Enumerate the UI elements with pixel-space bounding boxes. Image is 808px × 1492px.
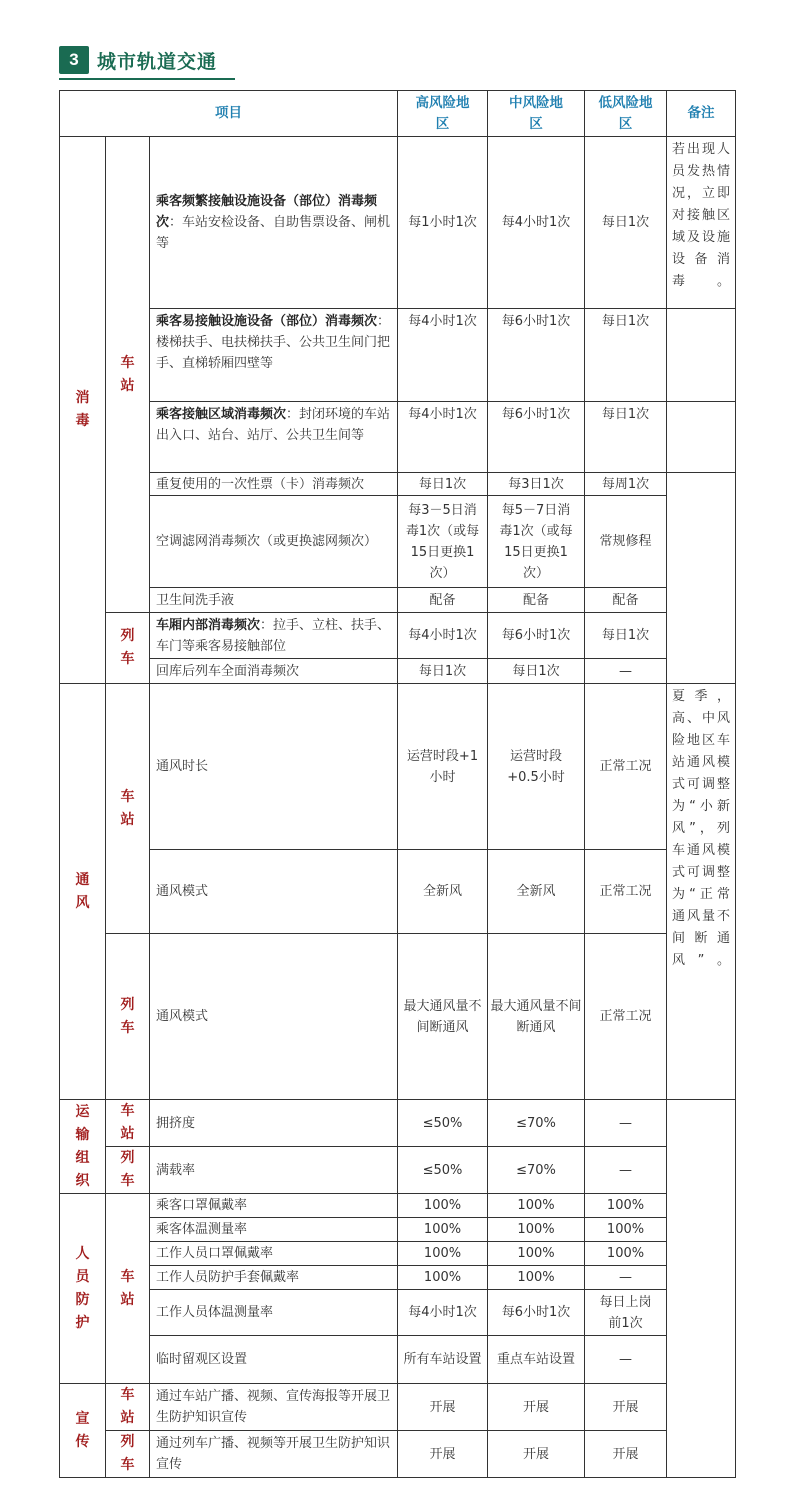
table-row xyxy=(60,402,736,473)
note-disinfect: 若出现人员发热情况，立即对接触区域及设施设备消毒。 xyxy=(667,137,736,309)
mid-cell: 每5－7日消毒1次（或每15日更换1次） xyxy=(488,496,585,588)
low-cell: 正常工况 xyxy=(585,934,667,1100)
table-row xyxy=(60,137,736,309)
item-cell: 卫生间洗手液 xyxy=(150,588,398,613)
high-cell: 每3－5日消毒1次（或每15日更换1次） xyxy=(398,496,488,588)
sub-station: 车站 xyxy=(106,137,150,613)
note-ventilate: 夏季，高、中风险地区车站通风模式可调整为“小新风”，列车通风模式可调整为“正常通风量不间断通风”。 xyxy=(667,684,736,1100)
table-row xyxy=(60,1147,736,1194)
low-cell: 100% xyxy=(585,1194,667,1218)
item-cell: 重复使用的一次性票（卡）消毒频次 xyxy=(150,473,398,496)
sub-station: 车站 xyxy=(106,1384,150,1431)
low-cell: — xyxy=(585,1100,667,1147)
mid-cell: 每6小时1次 xyxy=(488,402,585,473)
mid-cell: 开展 xyxy=(488,1384,585,1431)
mid-cell: 每日1次 xyxy=(488,659,585,684)
item-cell: 乘客口罩佩戴率 xyxy=(150,1194,398,1218)
high-cell: 开展 xyxy=(398,1384,488,1431)
table-row xyxy=(60,1290,736,1336)
mid-cell: 每6小时1次 xyxy=(488,613,585,659)
high-cell: 每1小时1次 xyxy=(398,137,488,309)
low-cell: — xyxy=(585,1147,667,1194)
note-empty xyxy=(667,473,736,684)
header-high-risk: 高风险地区 xyxy=(398,91,488,137)
mid-cell: 配备 xyxy=(488,588,585,613)
mid-cell: ≤70% xyxy=(488,1147,585,1194)
header-mid-risk: 中风险地区 xyxy=(488,91,585,137)
item-cell: 乘客易接触设施设备（部位）消毒频次：楼梯扶手、电扶梯扶手、公共卫生间门把手、直梯轿厢四壁等 xyxy=(150,309,398,402)
item-cell: 空调滤网消毒频次（或更换滤网频次） xyxy=(150,496,398,588)
table-row xyxy=(60,659,736,684)
low-cell: 配备 xyxy=(585,588,667,613)
item-cell: 通过车站广播、视频、宣传海报等开展卫生防护知识宣传 xyxy=(150,1384,398,1431)
header-low-risk: 低风险地区 xyxy=(585,91,667,137)
header-note: 备注 xyxy=(667,91,736,137)
item-cell: 车厢内部消毒频次：拉手、立柱、扶手、车门等乘客易接触部位 xyxy=(150,613,398,659)
high-cell: 100% xyxy=(398,1266,488,1290)
table-header-row xyxy=(60,91,736,137)
table-row xyxy=(60,1266,736,1290)
mid-cell: 每4小时1次 xyxy=(488,137,585,309)
item-cell: 工作人员口罩佩戴率 xyxy=(150,1242,398,1266)
high-cell: 每日1次 xyxy=(398,473,488,496)
item-cell: 乘客频繁接触设施设备（部位）消毒频次：车站安检设备、自助售票设备、闸机等 xyxy=(150,137,398,309)
high-cell: 每4小时1次 xyxy=(398,402,488,473)
note-empty xyxy=(667,402,736,473)
low-cell: — xyxy=(585,659,667,684)
section-header xyxy=(59,44,235,80)
high-cell: 运营时段+1小时 xyxy=(398,684,488,850)
item-cell: 通风时长 xyxy=(150,684,398,850)
table-row xyxy=(60,309,736,402)
table-row xyxy=(60,1194,736,1218)
sub-train: 列车 xyxy=(106,613,150,684)
item-cell: 满载率 xyxy=(150,1147,398,1194)
table-row xyxy=(60,496,736,588)
high-cell: 开展 xyxy=(398,1431,488,1478)
low-cell: 每日1次 xyxy=(585,137,667,309)
table-row xyxy=(60,1336,736,1384)
item-cell: 通过列车广播、视频等开展卫生防护知识宣传 xyxy=(150,1431,398,1478)
table-row xyxy=(60,934,736,1100)
category-protect: 人员防护 xyxy=(60,1194,106,1384)
item-cell: 乘客体温测量率 xyxy=(150,1218,398,1242)
high-cell: 最大通风量不间断通风 xyxy=(398,934,488,1100)
mid-cell: 全新风 xyxy=(488,850,585,934)
low-cell: 每日1次 xyxy=(585,309,667,402)
high-cell: ≤50% xyxy=(398,1100,488,1147)
table-row xyxy=(60,1218,736,1242)
high-cell: 100% xyxy=(398,1218,488,1242)
mid-cell: 每6小时1次 xyxy=(488,1290,585,1336)
item-cell: 工作人员体温测量率 xyxy=(150,1290,398,1336)
note-empty xyxy=(667,1100,736,1478)
sub-station: 车站 xyxy=(106,1194,150,1384)
item-cell: 乘客接触区域消毒频次：封闭环境的车站出入口、站台、站厅、公共卫生间等 xyxy=(150,402,398,473)
section-number-badge: 3 xyxy=(59,46,89,74)
sub-train: 列车 xyxy=(106,934,150,1100)
item-cell: 通风模式 xyxy=(150,934,398,1100)
mid-cell: 每3日1次 xyxy=(488,473,585,496)
low-cell: — xyxy=(585,1266,667,1290)
mid-cell: 100% xyxy=(488,1266,585,1290)
low-cell: 正常工况 xyxy=(585,684,667,850)
table-row xyxy=(60,473,736,496)
mid-cell: 重点车站设置 xyxy=(488,1336,585,1384)
mid-cell: 100% xyxy=(488,1194,585,1218)
mid-cell: 开展 xyxy=(488,1431,585,1478)
low-cell: 正常工况 xyxy=(585,850,667,934)
mid-cell: ≤70% xyxy=(488,1100,585,1147)
low-cell: 开展 xyxy=(585,1384,667,1431)
table-row xyxy=(60,1100,736,1147)
high-cell: 全新风 xyxy=(398,850,488,934)
high-cell: 每4小时1次 xyxy=(398,613,488,659)
category-ventilate: 通风 xyxy=(60,684,106,1100)
mid-cell: 运营时段+0.5小时 xyxy=(488,684,585,850)
low-cell: 每周1次 xyxy=(585,473,667,496)
item-cell: 通风模式 xyxy=(150,850,398,934)
measures-table xyxy=(59,90,736,1478)
mid-cell: 100% xyxy=(488,1218,585,1242)
low-cell: 每日1次 xyxy=(585,402,667,473)
sub-station: 车站 xyxy=(106,1100,150,1147)
low-cell: 100% xyxy=(585,1218,667,1242)
category-transport: 运输组织 xyxy=(60,1100,106,1194)
low-cell: — xyxy=(585,1336,667,1384)
low-cell: 开展 xyxy=(585,1431,667,1478)
high-cell: 所有车站设置 xyxy=(398,1336,488,1384)
high-cell: ≤50% xyxy=(398,1147,488,1194)
table-row xyxy=(60,588,736,613)
item-cell: 拥挤度 xyxy=(150,1100,398,1147)
table-row xyxy=(60,1242,736,1266)
sub-train: 列车 xyxy=(106,1147,150,1194)
sub-train: 列车 xyxy=(106,1431,150,1478)
high-cell: 每4小时1次 xyxy=(398,309,488,402)
table-row xyxy=(60,684,736,850)
item-cell: 工作人员防护手套佩戴率 xyxy=(150,1266,398,1290)
sub-station: 车站 xyxy=(106,684,150,934)
item-cell: 回库后列车全面消毒频次 xyxy=(150,659,398,684)
low-cell: 100% xyxy=(585,1242,667,1266)
low-cell: 每日上岗前1次 xyxy=(585,1290,667,1336)
category-publicity: 宣传 xyxy=(60,1384,106,1478)
header-item: 项目 xyxy=(60,91,398,137)
mid-cell: 每6小时1次 xyxy=(488,309,585,402)
item-cell: 临时留观区设置 xyxy=(150,1336,398,1384)
section-underline xyxy=(59,78,235,80)
low-cell: 每日1次 xyxy=(585,613,667,659)
table-row xyxy=(60,850,736,934)
mid-cell: 100% xyxy=(488,1242,585,1266)
section-title: 城市轨道交通 xyxy=(97,51,218,73)
high-cell: 每日1次 xyxy=(398,659,488,684)
low-cell: 常规修程 xyxy=(585,496,667,588)
table-row xyxy=(60,613,736,659)
table-row xyxy=(60,1431,736,1478)
table-row xyxy=(60,1384,736,1431)
high-cell: 100% xyxy=(398,1242,488,1266)
mid-cell: 最大通风量不间断通风 xyxy=(488,934,585,1100)
high-cell: 配备 xyxy=(398,588,488,613)
note-empty xyxy=(667,309,736,402)
category-disinfect: 消毒 xyxy=(60,137,106,684)
high-cell: 100% xyxy=(398,1194,488,1218)
high-cell: 每4小时1次 xyxy=(398,1290,488,1336)
